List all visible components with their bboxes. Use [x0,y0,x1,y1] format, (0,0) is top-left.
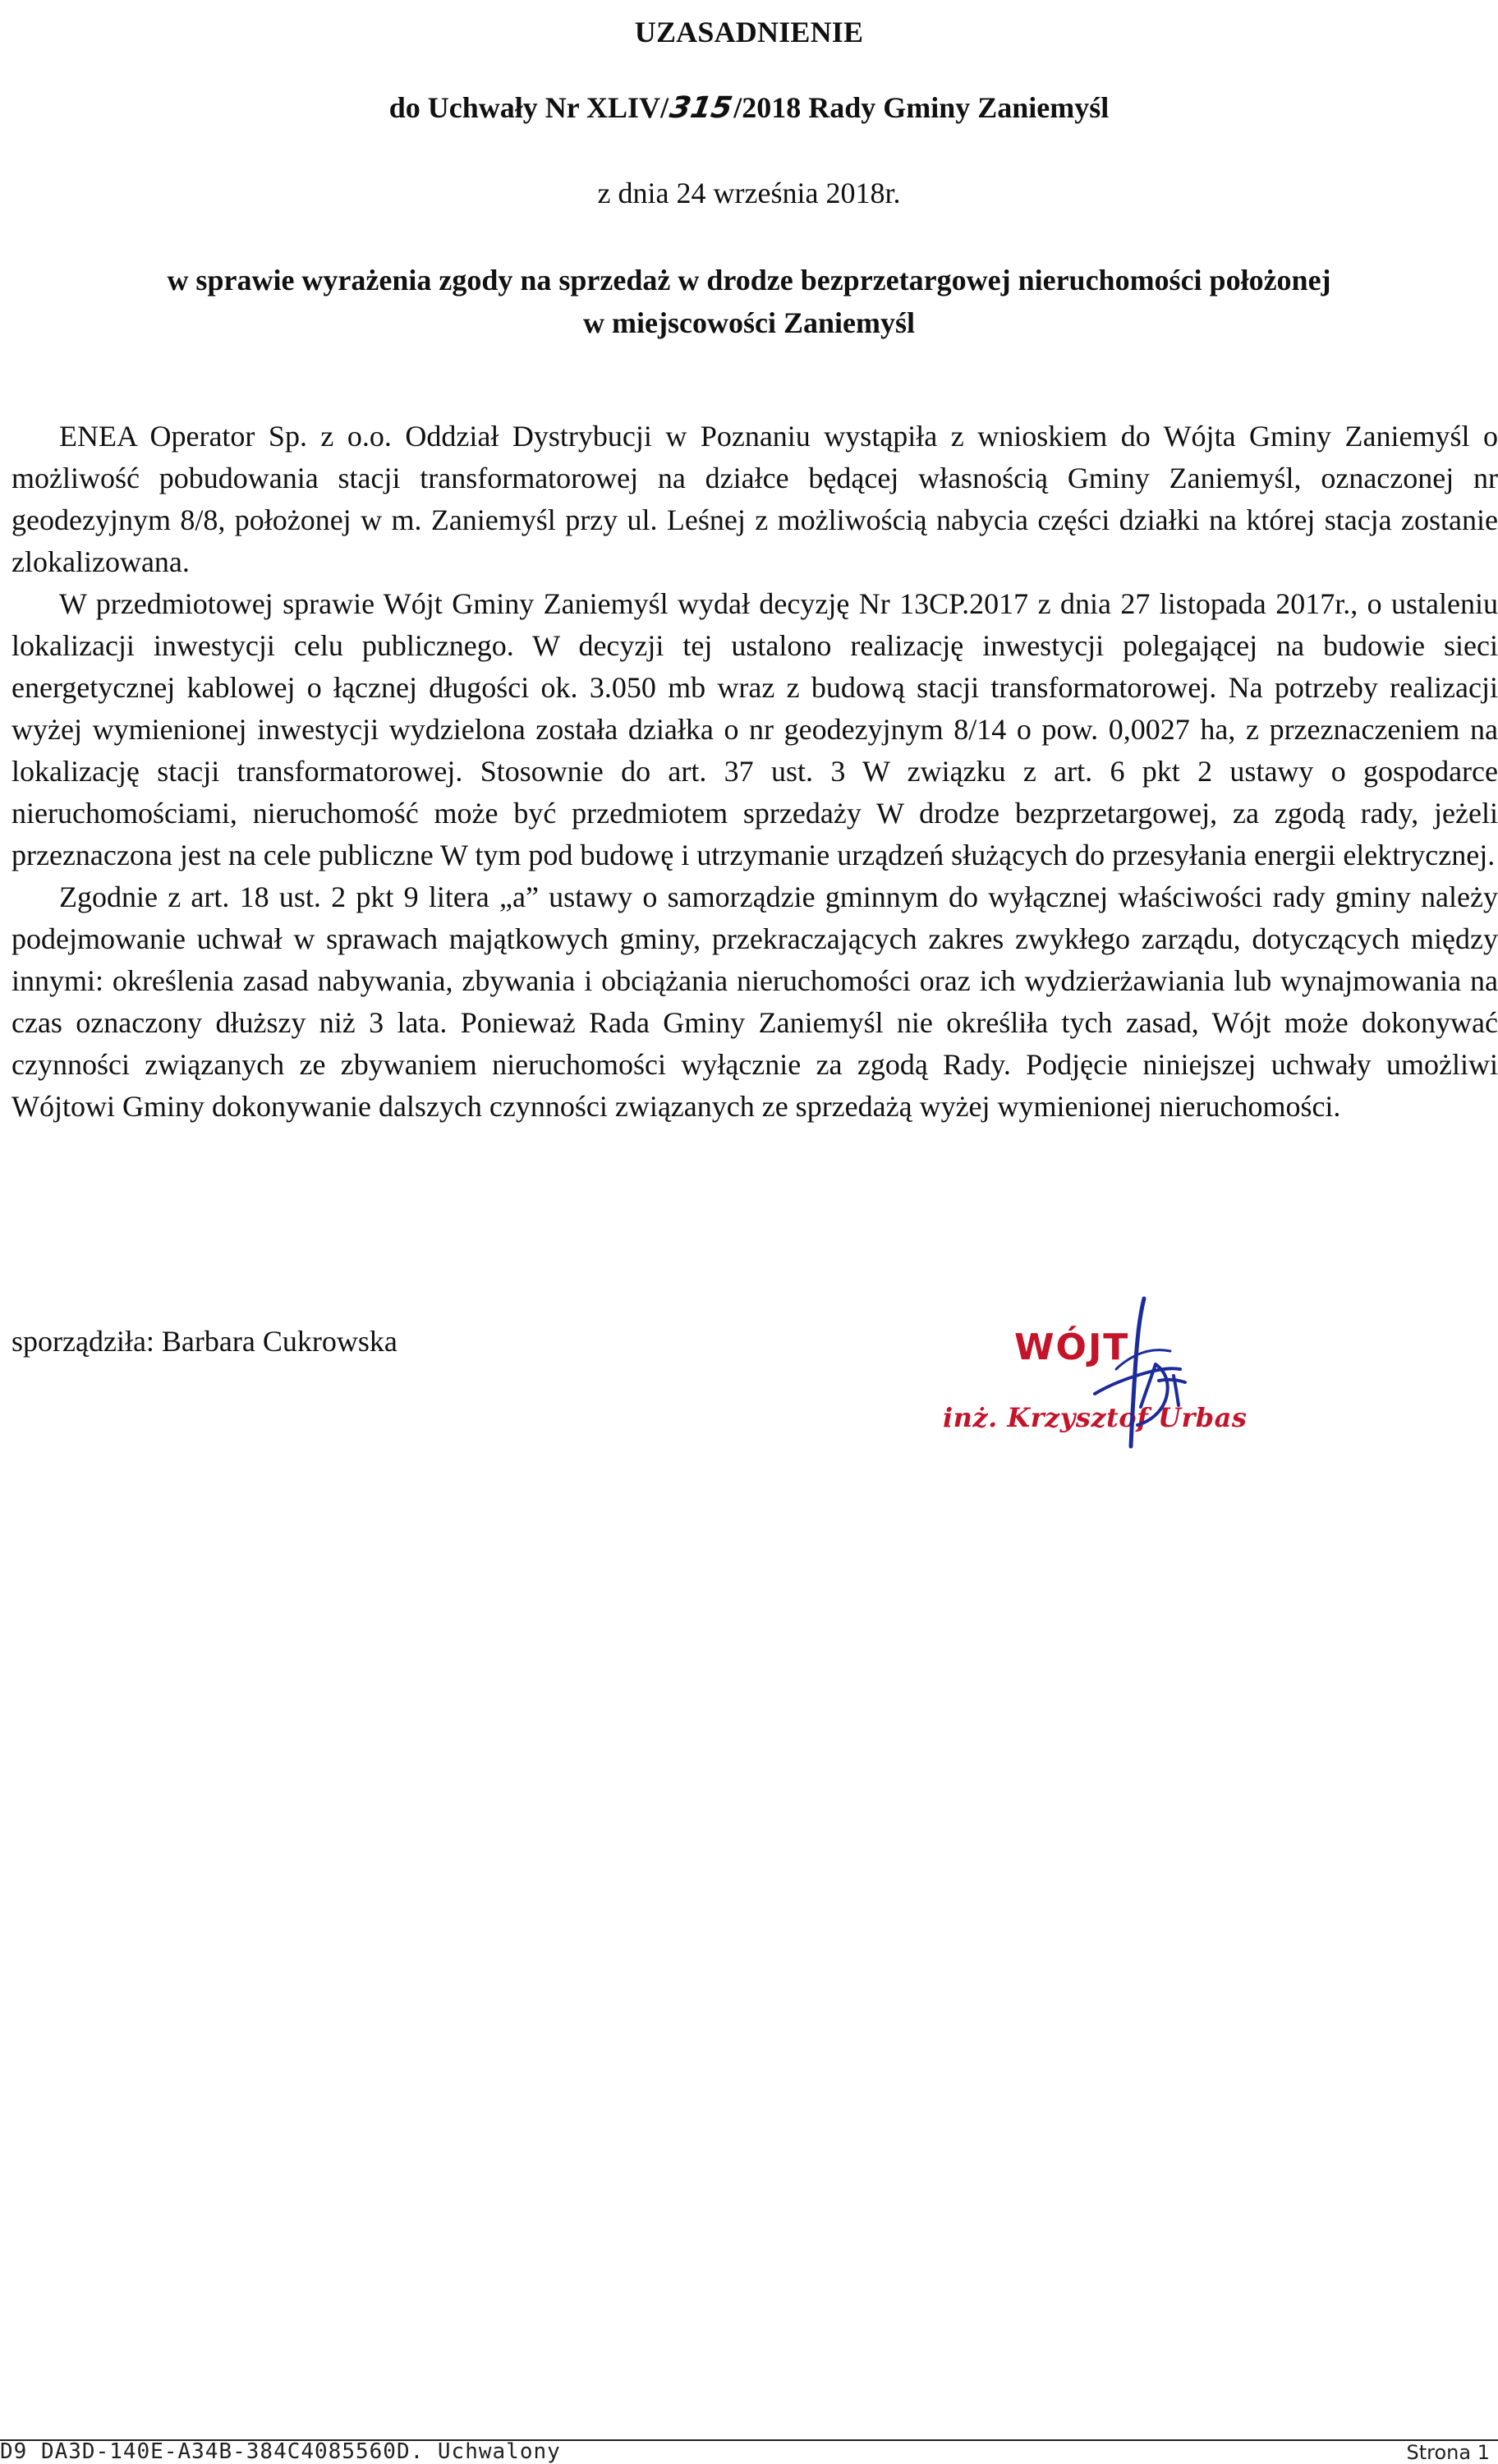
justification-body [11,416,1498,1128]
paragraph-1: ENEA Operator Sp. z o.o. Oddział Dystrybucji w Poznaniu wystąpiła z wnioskiem do Wójta Gminy Zaniemyśl o możliwość pobudowania stacji transformatorowej na działce będącej własnością Gminy Zaniemyśl, oznaczonej nr geodezyjnym 8/8, położonej w m. Zaniemyśl przy ul. Leśnej z możliwością nabycia części działki na której stacja zostanie zlokalizowana. [11,420,1498,578]
paragraph-3: Zgodnie z art. 18 ust. 2 pkt 9 litera „a” ustawy o samorządzie gminnym do wyłącznej właściwości rady gminy należy podejmowanie uchwał w sprawach majątkowych gminy, przekraczających zakres zwykłego zarządu, dotyczących między innymi: określenia zasad nabywania, zbywania i obciążania nieruchomości oraz ich wydzierżawiania lub wynajmowania na czas oznaczony dłuższy niż 3 lata. Ponieważ Rada Gminy Zaniemyśl nie określiła tych zasad, Wójt może dokonywać czynności związanych ze zbywaniem nieruchomości wyłącznie za zgodą Rady. Podjęcie niniejszej uchwały umożliwi Wójtowi Gminy dokonywanie dalszych czynności związanych ze sprzedażą wyżej wymienionej nieruchomości. [11,880,1498,1123]
subject-line-2: w miejscowości Zaniemyśl [583,306,915,339]
footer-page-number: Strona 1 [1406,2441,1490,2464]
stamp-title: WÓJT [1014,1326,1130,1368]
paragraph-2: W przedmiotowej sprawie Wójt Gminy Zaniemyśl wydał decyzję Nr 13CP.2017 z dnia 27 listopada 2017r., o ustaleniu lokalizacji inwestycji celu publicznego. W decyzji tej ustalono realizację inwestycji polegającej na budowie sieci energetycznej kablowej o łącznej długości ok. 3.050 mb wraz z budową stacji transformatorowej. Na potrzeby realizacji wyżej wymienionej inwestycji wydzielona została działka o nr geodezyjnym 8/14 o pow. 0,0027 ha, z przeznaczeniem na lokalizację stacji transformatorowej. Stosownie do art. 37 ust. 3 W związku z art. 6 pkt 2 ustawy o gospodarce nieruchomościami, nieruchomość może być przedmiotem sprzedaży W drodze bezprzetargowej, za zgodą rady, jeżeli przeznaczona jest na cele publiczne W tym pod budowę i utrzymanie urządzeń służących do przesyłania energii elektrycznej. [11,587,1498,871]
handwritten-signature [1047,1294,1228,1458]
prepared-by: sporządziła: Barbara Cukrowska [11,1325,397,1358]
mayor-stamp [920,1294,1347,1458]
resolution-reference [0,90,1498,125]
footer-document-id: D9 DA3D-140E-A34B-384C4085560D. Uchwalony [0,2439,561,2464]
resolution-prefix: do Uchwały Nr XLIV/ [388,91,669,124]
resolution-date: z dnia 24 września 2018r. [597,177,901,209]
handwritten-resolution-number: 315 [667,91,735,125]
stamp-name: inż. Krzysztof Urbas [943,1402,1248,1433]
document-title: UZASADNIENIE [634,16,864,48]
subject-line-1: w sprawie wyrażenia zgody na sprzedaż w drodze bezprzetargowej nieruchomości położonej [167,264,1331,297]
resolution-subject [49,259,1449,344]
resolution-suffix: /2018 Rady Gminy Zaniemyśl [733,91,1110,124]
